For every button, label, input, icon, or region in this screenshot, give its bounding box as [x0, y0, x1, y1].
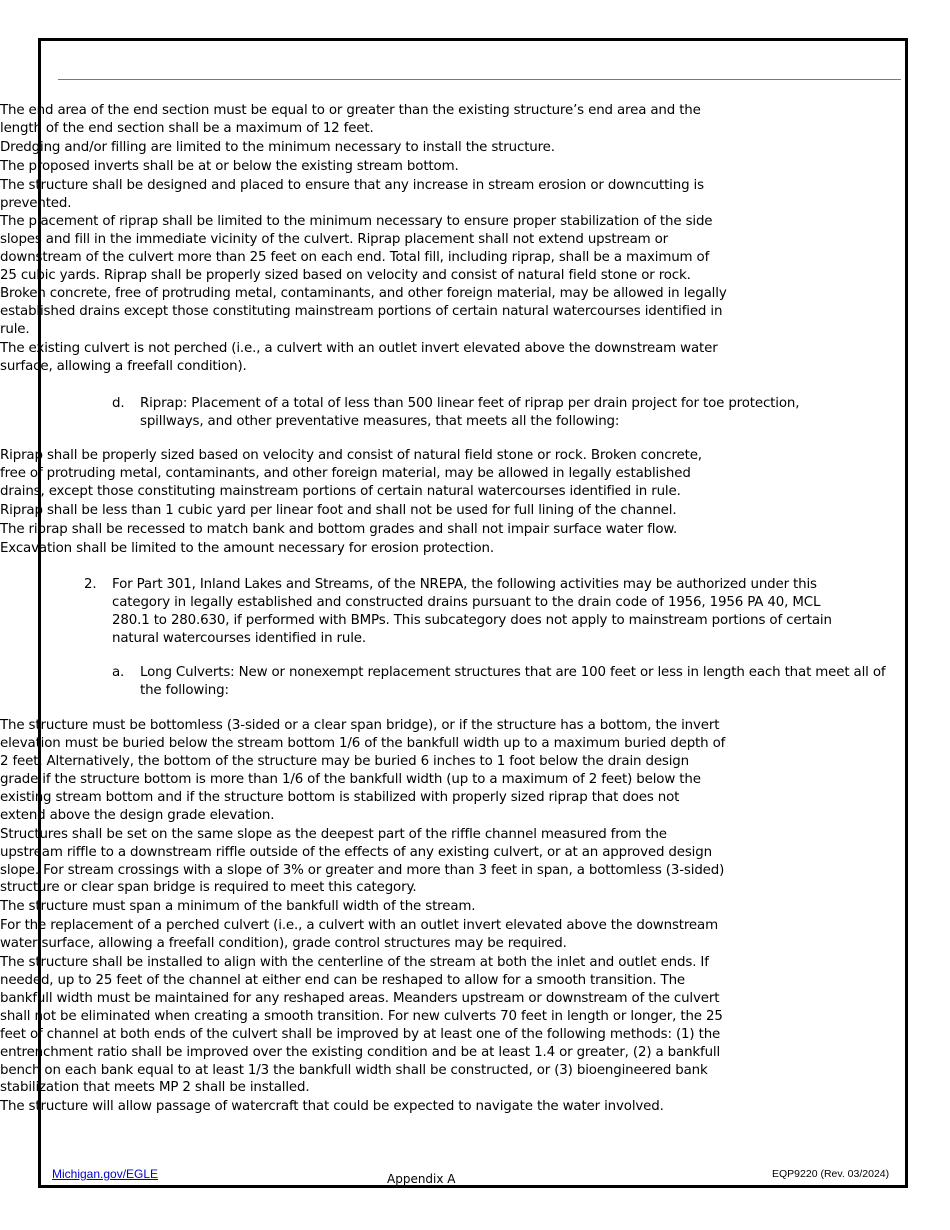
- section-2-part-301: [84, 576, 857, 648]
- list-item: • The proposed inverts shall be at or below the existing stream bottom.: [0, 158, 728, 176]
- list-item: • Structures shall be set on the same slope as the deepest part of the riffle channel measured from the upstream riffle to a downstream riffle outside of the effects of any existing culvert, or at an approved design slope. For stream crossings with a slope of 3% or greater and more than 3 feet in span, a bottomless (3-sided) structure or clear span bridge is required to meet this category.: [0, 826, 728, 898]
- header-rule: [58, 79, 901, 80]
- section-a-label: a.: [112, 665, 125, 681]
- list-item: • The structure must span a minimum of the bankfull width of the stream.: [0, 898, 728, 916]
- list-item: • The structure will allow passage of watercraft that could be expected to navigate the water involved.: [0, 1098, 728, 1116]
- list-item: • The existing culvert is not perched (i.e., a culvert with an outlet invert elevated above the downstream water surface, allowing a freefall condition).: [0, 340, 728, 376]
- list-item: • The placement of riprap shall be limited to the minimum necessary to ensure proper stabilization of the side slopes and fill in the immediate vicinity of the culvert. Riprap placement shall not extend upstream or downstream of the culvert more than 25 feet on each end. Total fill, including riprap, shall be a maximum of 25 cubic yards. Riprap shall be properly sized based on velocity and consist of natural field stone or rock. Broken concrete, free of protruding metal, contaminants, and other foreign material, may be allowed in legally established drains except those constituting mainstream portions of certain natural watercourses identified in rule.: [0, 213, 728, 338]
- list-item: • Excavation shall be limited to the amount necessary for erosion protection.: [0, 540, 728, 558]
- appendix-label: Appendix A: [387, 1172, 456, 1186]
- list-item: • The structure must be bottomless (3-sided or a clear span bridge), or if the structure has a bottom, the invert elevation must be buried below the stream bottom 1/6 of the bankfull width up to a maximum buried depth of 2 feet. Alternatively, the bottom of the structure may be buried 6 inches to 1 foot below the drain design grade if the structure bottom is more than 1/6 of the bankfull width (up to a maximum of 2 feet) below the existing stream bottom and if the structure bottom is stabilized with properly sized riprap that does not extend above the design grade elevation.: [0, 717, 728, 824]
- list-item: • For the replacement of a perched culvert (i.e., a culvert with an outlet invert elevated above the downstream water surface, allowing a freefall condition), grade control structures may be required.: [0, 917, 728, 953]
- egle-website-link[interactable]: Michigan.gov/EGLE: [52, 1167, 159, 1181]
- list-item: • The riprap shall be recessed to match bank and bottom grades and shall not impair surface water flow.: [0, 521, 728, 539]
- section-d-bullet-list: [0, 447, 728, 557]
- list-item: • Riprap shall be properly sized based on velocity and consist of natural field stone or rock. Broken concrete, free of protruding metal, contaminants, and other foreign material, may be allowed in legally established drains, except those constituting mainstream portions of certain natural watercourses identified in rule.: [0, 447, 728, 501]
- section-d-label: d.: [112, 395, 125, 411]
- list-item: • The structure shall be installed to align with the centerline of the stream at both the inlet and outlet ends. If needed, up to 25 feet of the channel at either end can be reshaped to allow for a smooth transition. The bankfull width must be maintained for any reshaped areas. Meanders upstream or downstream of the culvert shall not be eliminated when creating a smooth transition. For new culverts 70 feet in length or longer, the 25 feet of channel at both ends of the culvert shall be improved by at least one of the following methods: (1) the entrenchment ratio shall be improved over the existing condition and be at least 1.4 or greater, (2) a bankfull bench on each bank equal to at least 1/3 the bankfull width shall be constructed, or (3) bioengineered bank stabilization that meets MP 2 shall be installed.: [0, 954, 728, 1097]
- section-a-bullet-list: [0, 717, 728, 1116]
- section-2-label: 2.: [84, 576, 97, 592]
- section-a-long-culverts: [112, 664, 898, 700]
- section-c-bullet-list: [0, 102, 728, 376]
- form-number: EQP9220 (Rev. 03/2024): [772, 1168, 890, 1180]
- section-d-text: Riprap: Placement of a total of less than 500 linear feet of riprap per drain project for toe protection, spillways, and other preventative measures, that meets all the following:: [140, 395, 800, 429]
- list-item: • Riprap shall be less than 1 cubic yard per linear foot and shall not be used for full lining of the channel.: [0, 502, 728, 520]
- document-body: [0, 102, 950, 1117]
- section-a-text: Long Culverts: New or nonexempt replacement structures that are 100 feet or less in length each that meet all of the following:: [140, 665, 886, 699]
- list-item: • Dredging and/or filling are limited to the minimum necessary to install the structure.: [0, 139, 728, 157]
- section-2-text: For Part 301, Inland Lakes and Streams, of the NREPA, the following activities may be authorized under this category in legally established and constructed drains pursuant to the drain code of 1956, 1956 PA 40, MCL 280.1 to 280.630, if performed with BMPs. This subcategory does not apply to mainstream portions of certain natural watercourses identified in rule.: [112, 576, 832, 646]
- section-d-riprap: [112, 395, 860, 431]
- list-item: • The end area of the end section must be equal to or greater than the existing structure’s end area and the length of the end section shall be a maximum of 12 feet.: [0, 102, 728, 138]
- list-item: • The structure shall be designed and placed to ensure that any increase in stream erosion or downcutting is prevented.: [0, 177, 728, 213]
